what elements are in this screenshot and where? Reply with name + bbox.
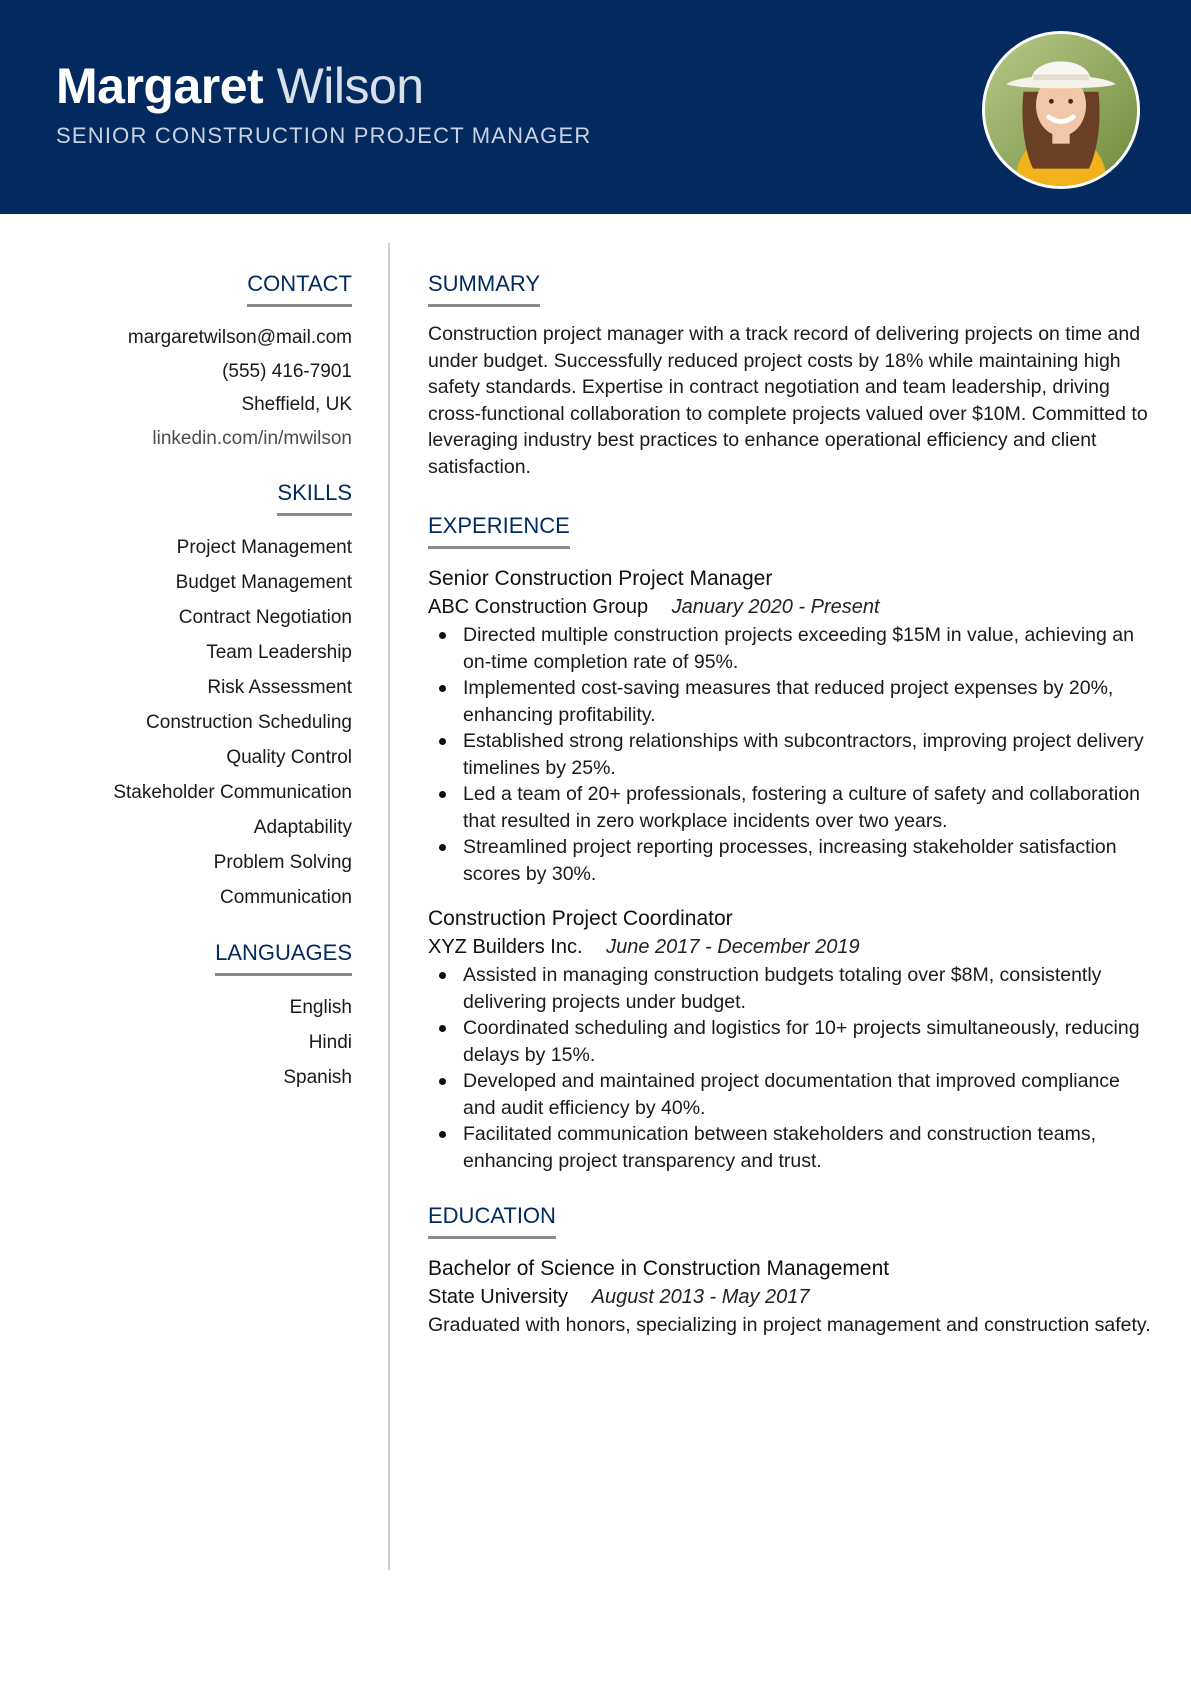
skill-item: Communication: [220, 887, 352, 908]
contact-email[interactable]: margaretwilson@mail.com: [127, 327, 352, 348]
education-heading: EDUCATION: [428, 1202, 556, 1239]
job-meta: [428, 593, 1153, 622]
job-entry: [428, 905, 1153, 1174]
language-item: Spanish: [283, 1067, 352, 1088]
job-title: SENIOR CONSTRUCTION PROJECT MANAGER: [56, 123, 592, 148]
candidate-name: [56, 56, 424, 116]
job-dates: January 2020 - Present: [671, 596, 880, 618]
job-bullet: Implemented cost-saving measures that reduced project expenses by 20%, enhancing profitability.: [428, 675, 1153, 728]
skill-item: Construction Scheduling: [146, 712, 352, 733]
skills-section: [40, 479, 352, 915]
job-bullet: Streamlined project reporting processes, increasing stakeholder satisfaction scores by 30%.: [428, 834, 1153, 887]
skill-item: Problem Solving: [213, 852, 352, 873]
sidebar: [40, 270, 352, 1119]
last-name: Wilson: [276, 58, 424, 114]
resume-header: [0, 0, 1191, 214]
job-bullet: Facilitated communication between stakeholders and construction teams, enhancing project transparency and trust.: [428, 1121, 1153, 1174]
contact-heading: CONTACT: [247, 270, 352, 307]
contact-linkedin[interactable]: linkedin.com/in/mwilson: [152, 427, 352, 449]
education-section: [428, 1202, 1153, 1339]
languages-heading: LANGUAGES: [215, 939, 352, 976]
job-bullet: Led a team of 20+ professionals, fostering a culture of safety and collaboration that resulted in zero workplace incidents over two years.: [428, 781, 1153, 834]
job-entry: [428, 565, 1153, 887]
skill-item: Project Management: [176, 537, 352, 558]
first-name: Margaret: [56, 58, 264, 114]
languages-section: [40, 939, 352, 1095]
summary-text: Construction project manager with a track record of delivering projects on time and under budget. Successfully reduced project costs by 18% while maintaining high safety standards. Expertise in contract negotiation and team leadership, driving cross-functional collaboration to complete projects valued over $10M. Committed to leveraging industry best practices to enhance operational efficiency and client satisfaction.: [428, 323, 1148, 478]
job-bullet: Coordinated scheduling and logistics for 10+ projects simultaneously, reducing delays by 15%.: [428, 1015, 1153, 1068]
education-dates: August 2013 - May 2017: [591, 1286, 810, 1308]
experience-section: [428, 512, 1153, 1174]
job-company: ABC Construction Group: [428, 596, 649, 618]
skill-item: Contract Negotiation: [178, 607, 352, 628]
education-meta: [428, 1283, 1153, 1312]
column-divider: [388, 243, 390, 1570]
skill-item: Risk Assessment: [207, 677, 352, 698]
job-company: XYZ Builders Inc.: [428, 936, 583, 958]
skill-item: Budget Management: [175, 572, 352, 593]
job-bullets: [428, 962, 1153, 1174]
contact-section: [40, 270, 352, 455]
job-meta: [428, 933, 1153, 962]
job-bullet: Assisted in managing construction budgets totaling over $8M, consistently delivering projects under budget.: [428, 962, 1153, 1015]
job-bullet: Established strong relationships with subcontractors, improving project delivery timelines by 25%.: [428, 728, 1153, 781]
main-content: [428, 270, 1153, 1371]
profile-photo-illustration: [985, 34, 1137, 186]
skills-heading: SKILLS: [277, 479, 352, 516]
job-role: Construction Project Coordinator: [428, 907, 733, 930]
language-item: Hindi: [308, 1032, 352, 1053]
language-item: English: [289, 997, 352, 1018]
skill-item: Adaptability: [253, 817, 352, 838]
experience-heading: EXPERIENCE: [428, 512, 570, 549]
contact-location: Sheffield, UK: [241, 394, 352, 415]
job-bullet: Directed multiple construction projects exceeding $15M in value, achieving an on-time completion rate of 95%.: [428, 622, 1153, 675]
job-dates: June 2017 - December 2019: [606, 936, 860, 958]
summary-section: [428, 270, 1153, 480]
education-school: State University: [428, 1286, 569, 1308]
education-description: Graduated with honors, specializing in project management and construction safety.: [428, 1314, 1151, 1336]
summary-heading: SUMMARY: [428, 270, 540, 307]
profile-photo: [982, 31, 1140, 189]
skill-item: Team Leadership: [206, 642, 352, 663]
job-bullet: Developed and maintained project documentation that improved compliance and audit efficiency by 40%.: [428, 1068, 1153, 1121]
job-role: Senior Construction Project Manager: [428, 567, 773, 590]
education-degree: Bachelor of Science in Construction Management: [428, 1257, 890, 1280]
job-bullets: [428, 622, 1153, 887]
skill-item: Stakeholder Communication: [113, 782, 352, 803]
contact-phone: (555) 416-7901: [222, 360, 352, 382]
skill-item: Quality Control: [226, 747, 352, 768]
